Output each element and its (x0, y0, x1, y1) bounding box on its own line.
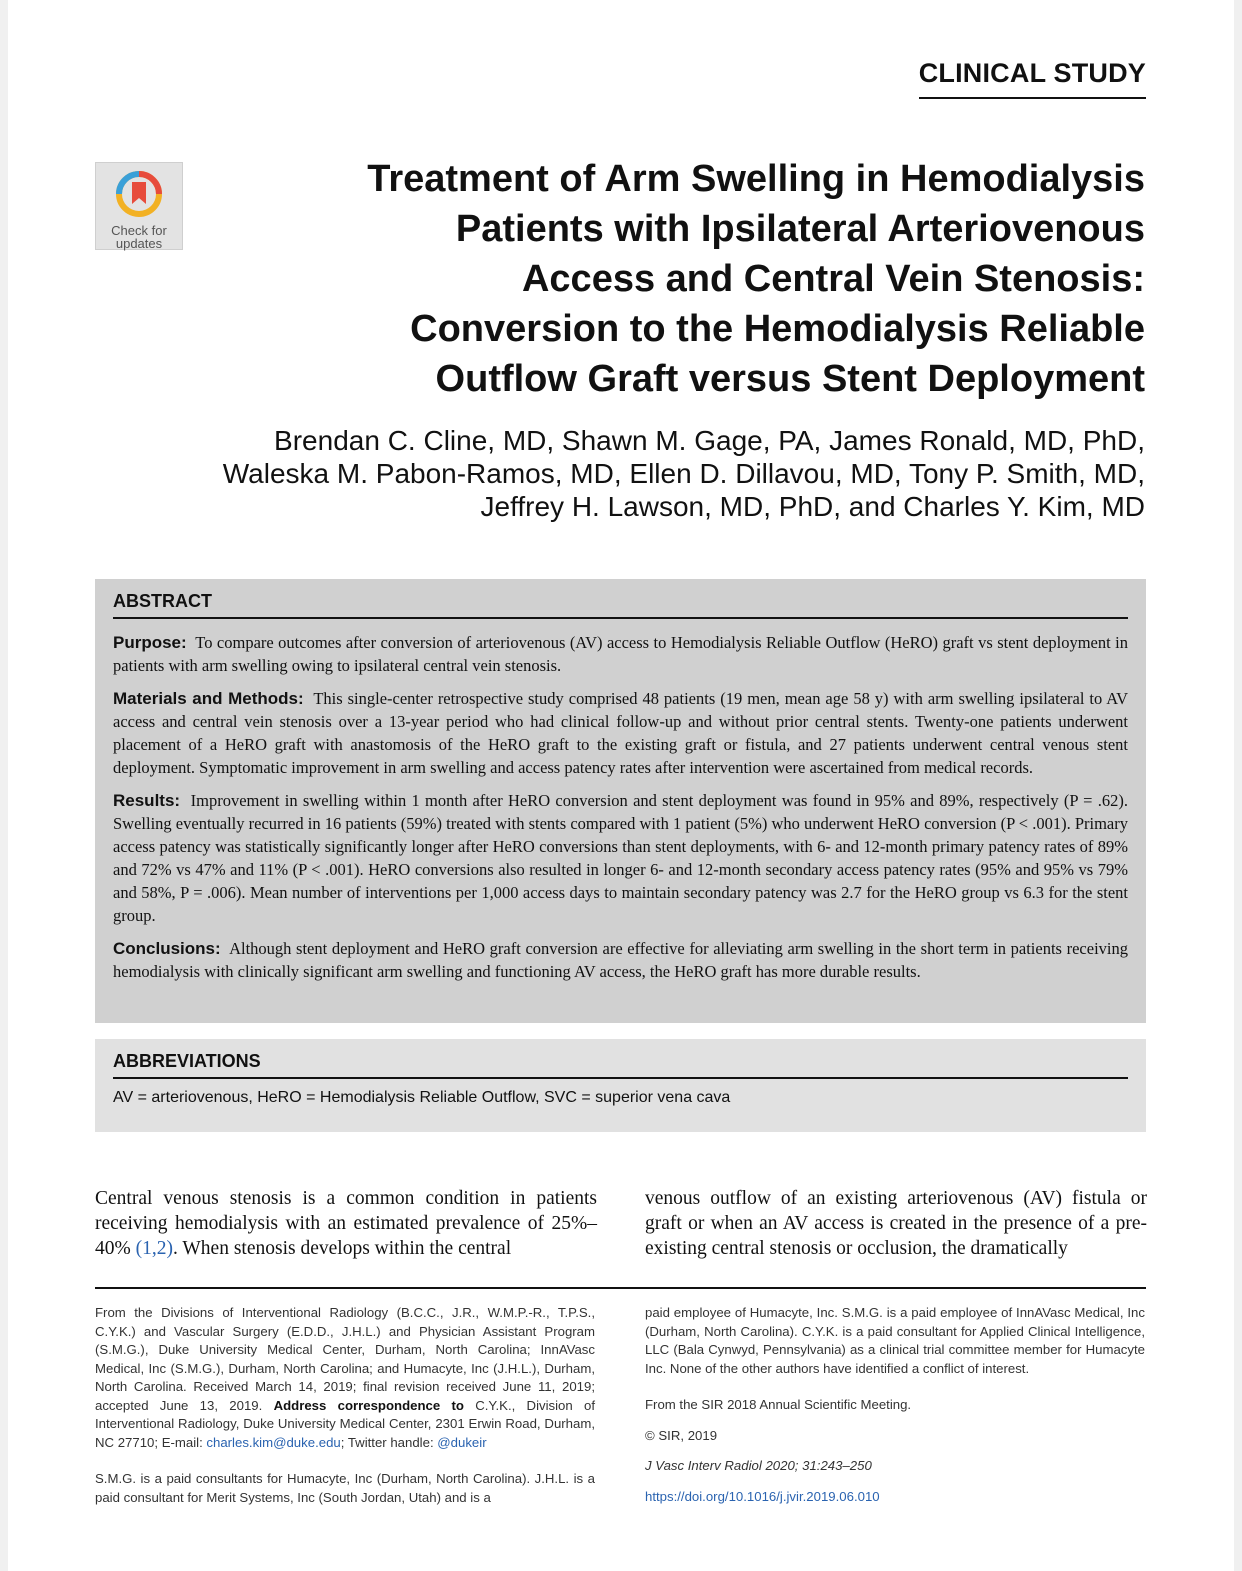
title-line: Access and Central Vein Stenosis: (521, 258, 1145, 300)
disclosure-right: paid employee of Humacyte, Inc. S.M.G. is a paid employee of InnAVasc Medical, Inc (Durham, North Carolina). C.Y.K. is a paid consultant for Applied Clinical Intelligence, LLC (Bala Cynwyd, Pennsylvania) as a clinical trial committee member for Humacyte Inc. None of the other authors have identified a conflict of interest. (645, 1305, 1145, 1376)
conclusions-label: Conclusions: (113, 939, 221, 958)
correspondence-label: Address correspondence to (273, 1397, 464, 1413)
abbreviations-box (95, 1039, 1146, 1132)
check-for-updates-badge[interactable] (95, 162, 183, 250)
body-column-left (95, 1186, 597, 1261)
twitter-link[interactable]: @dukeir (437, 1434, 487, 1450)
author-list (85, 424, 1145, 523)
abstract-methods (113, 687, 1128, 779)
title-line: Patients with Ipsilateral Arteriovenous (455, 208, 1145, 250)
conclusions-text: Although stent deployment and HeRO graft conversion are effective for alleviating arm swelling in the short term in patients receiving hemodialysis with clinically significant arm swelling and functioning AV access, the HeRO graft has more durable results. (113, 939, 1129, 981)
crossmark-icon (114, 169, 164, 219)
footnotes-right (645, 1304, 1145, 1506)
correspondence-text: C.Y.K., Division of Interventional Radiology, Duke University Medical Center, 2301 Erwin Road, Durham, NC 27710; E-mail: (95, 1397, 595, 1450)
affiliation-text: From the Divisions of Interventional Radiology (B.C.C., J.R., W.M.P.-R., T.P.S., C.Y.K.) and Vascular Surgery (E.D.D., J.H.L.) and Physician Assistant Program (S.M.G.), Duke University Medical Center, Durham, North Carolina; InnAVasc Medical, Inc (S.M.G.), Durham, North Carolina; and Humacyte, Inc (J.H.L.), Durham, North Carolina. Received March 14, 2019; final revision received June 11, 2019; accepted June 13, 2019. (95, 1305, 595, 1413)
author-line: Brendan C. Cline, MD, Shawn M. Gage, PA, James Ronald, MD, PhD, (274, 425, 1145, 456)
abstract-purpose (113, 631, 1128, 677)
footnotes-left (95, 1304, 595, 1507)
results-text: Improvement in swelling within 1 month after HeRO conversion and stent deployment was found in 95% and 89%, respectively (P = .62). Swelling eventually recurred in 16 patients (59%) treated with stents compared with 1 patient (5%) who underwent HeRO conversion (P < .001). Primary access patency was statistically significantly longer after HeRO conversions than stent deployments, with 6- and 12-month primary patency rates of 89% and 72% vs 47% and 11% (P < .001). HeRO conversions also resulted in longer 6- and 12-month secondary access patency rates (95% and 95% vs 79% and 58%, P = .006). Mean number of interventions per 1,000 access days to maintain secondary patency was 2.7 for the HeRO group vs 6.3 for the stent group. (113, 791, 1128, 925)
abstract-box (95, 579, 1146, 1023)
journal-citation: J Vasc Interv Radiol 2020; 31:243–250 (645, 1458, 872, 1473)
body-text: Central venous stenosis is a common condition in patients receiving hemodialysis with an estimated prevalence of 25%–40% (95, 1188, 597, 1259)
badge-line-2: updates (115, 236, 163, 251)
methods-label: Materials and Methods: (113, 689, 304, 708)
methods-text: This single-center retrospective study comprised 48 patients (19 men, mean age 58 y) with arm swelling ipsilateral to AV access and central vein stenosis over a 13-year period who had clinical follow-up and without prior central stents. Twenty-one patients underwent placement of a HeRO graft with anastomosis of the HeRO graft to the existing graft or fistula, and 27 patients underwent central venous stent deployment. Symptomatic improvement in arm swelling and access patency rates after intervention were ascertained from medical records. (113, 689, 1129, 777)
meeting-note: From the SIR 2018 Annual Scientific Meeting. (645, 1397, 912, 1412)
body-text: . When stenosis develops within the central (173, 1238, 512, 1259)
title-line: Conversion to the Hemodialysis Reliable (410, 308, 1145, 350)
copyright-note: © SIR, 2019 (645, 1427, 718, 1443)
results-label: Results: (113, 791, 181, 810)
section-label: CLINICAL STUDY (919, 58, 1146, 99)
abbreviations-heading: ABBREVIATIONS (113, 1051, 1128, 1079)
author-line: Waleska M. Pabon-Ramos, MD, Ellen D. Dillavou, MD, Tony P. Smith, MD, (222, 458, 1145, 489)
footnote-divider (95, 1287, 1146, 1289)
purpose-label: Purpose: (113, 633, 187, 652)
body-column-right: venous outflow of an existing arteriovenous (AV) fistula or graft or when an AV access is created in the presence of a pre-existing central stenosis or occlusion, the dramatically (645, 1188, 1147, 1259)
twitter-prefix: ; Twitter handle: (340, 1434, 438, 1450)
author-line: Jeffrey H. Lawson, MD, PhD, and Charles Y. Kim, MD (480, 491, 1145, 522)
email-link[interactable]: charles.kim@duke.edu (206, 1434, 341, 1450)
abbreviations-text: AV = arteriovenous, HeRO = Hemodialysis Reliable Outflow, SVC = superior vena cava (113, 1089, 731, 1106)
abstract-conclusions (113, 937, 1128, 983)
affiliation-footnote (95, 1304, 595, 1452)
doi-link[interactable]: https://doi.org/10.1016/j.jvir.2019.06.010 (645, 1488, 880, 1504)
purpose-text: To compare outcomes after conversion of arteriovenous (AV) access to Hemodialysis Reliable Outflow (HeRO) graft vs stent deployment in patients with arm swelling owing to ipsilateral central vein stenosis. (113, 633, 1129, 675)
abstract-results (113, 789, 1128, 927)
badge-line-1: Check for (111, 223, 167, 238)
title-line: Treatment of Arm Swelling in Hemodialysis (367, 158, 1145, 200)
citation-link[interactable]: (1,2) (135, 1238, 173, 1259)
abstract-heading: ABSTRACT (113, 591, 1128, 619)
article-title (185, 154, 1145, 404)
disclosure-left: S.M.G. is a paid consultants for Humacyte, Inc (Durham, North Carolina). J.H.L. is a paid consultant for Merit Systems, Inc (South Jordan, Utah) and is a (95, 1471, 595, 1505)
title-line: Outflow Graft versus Stent Deployment (435, 358, 1145, 400)
